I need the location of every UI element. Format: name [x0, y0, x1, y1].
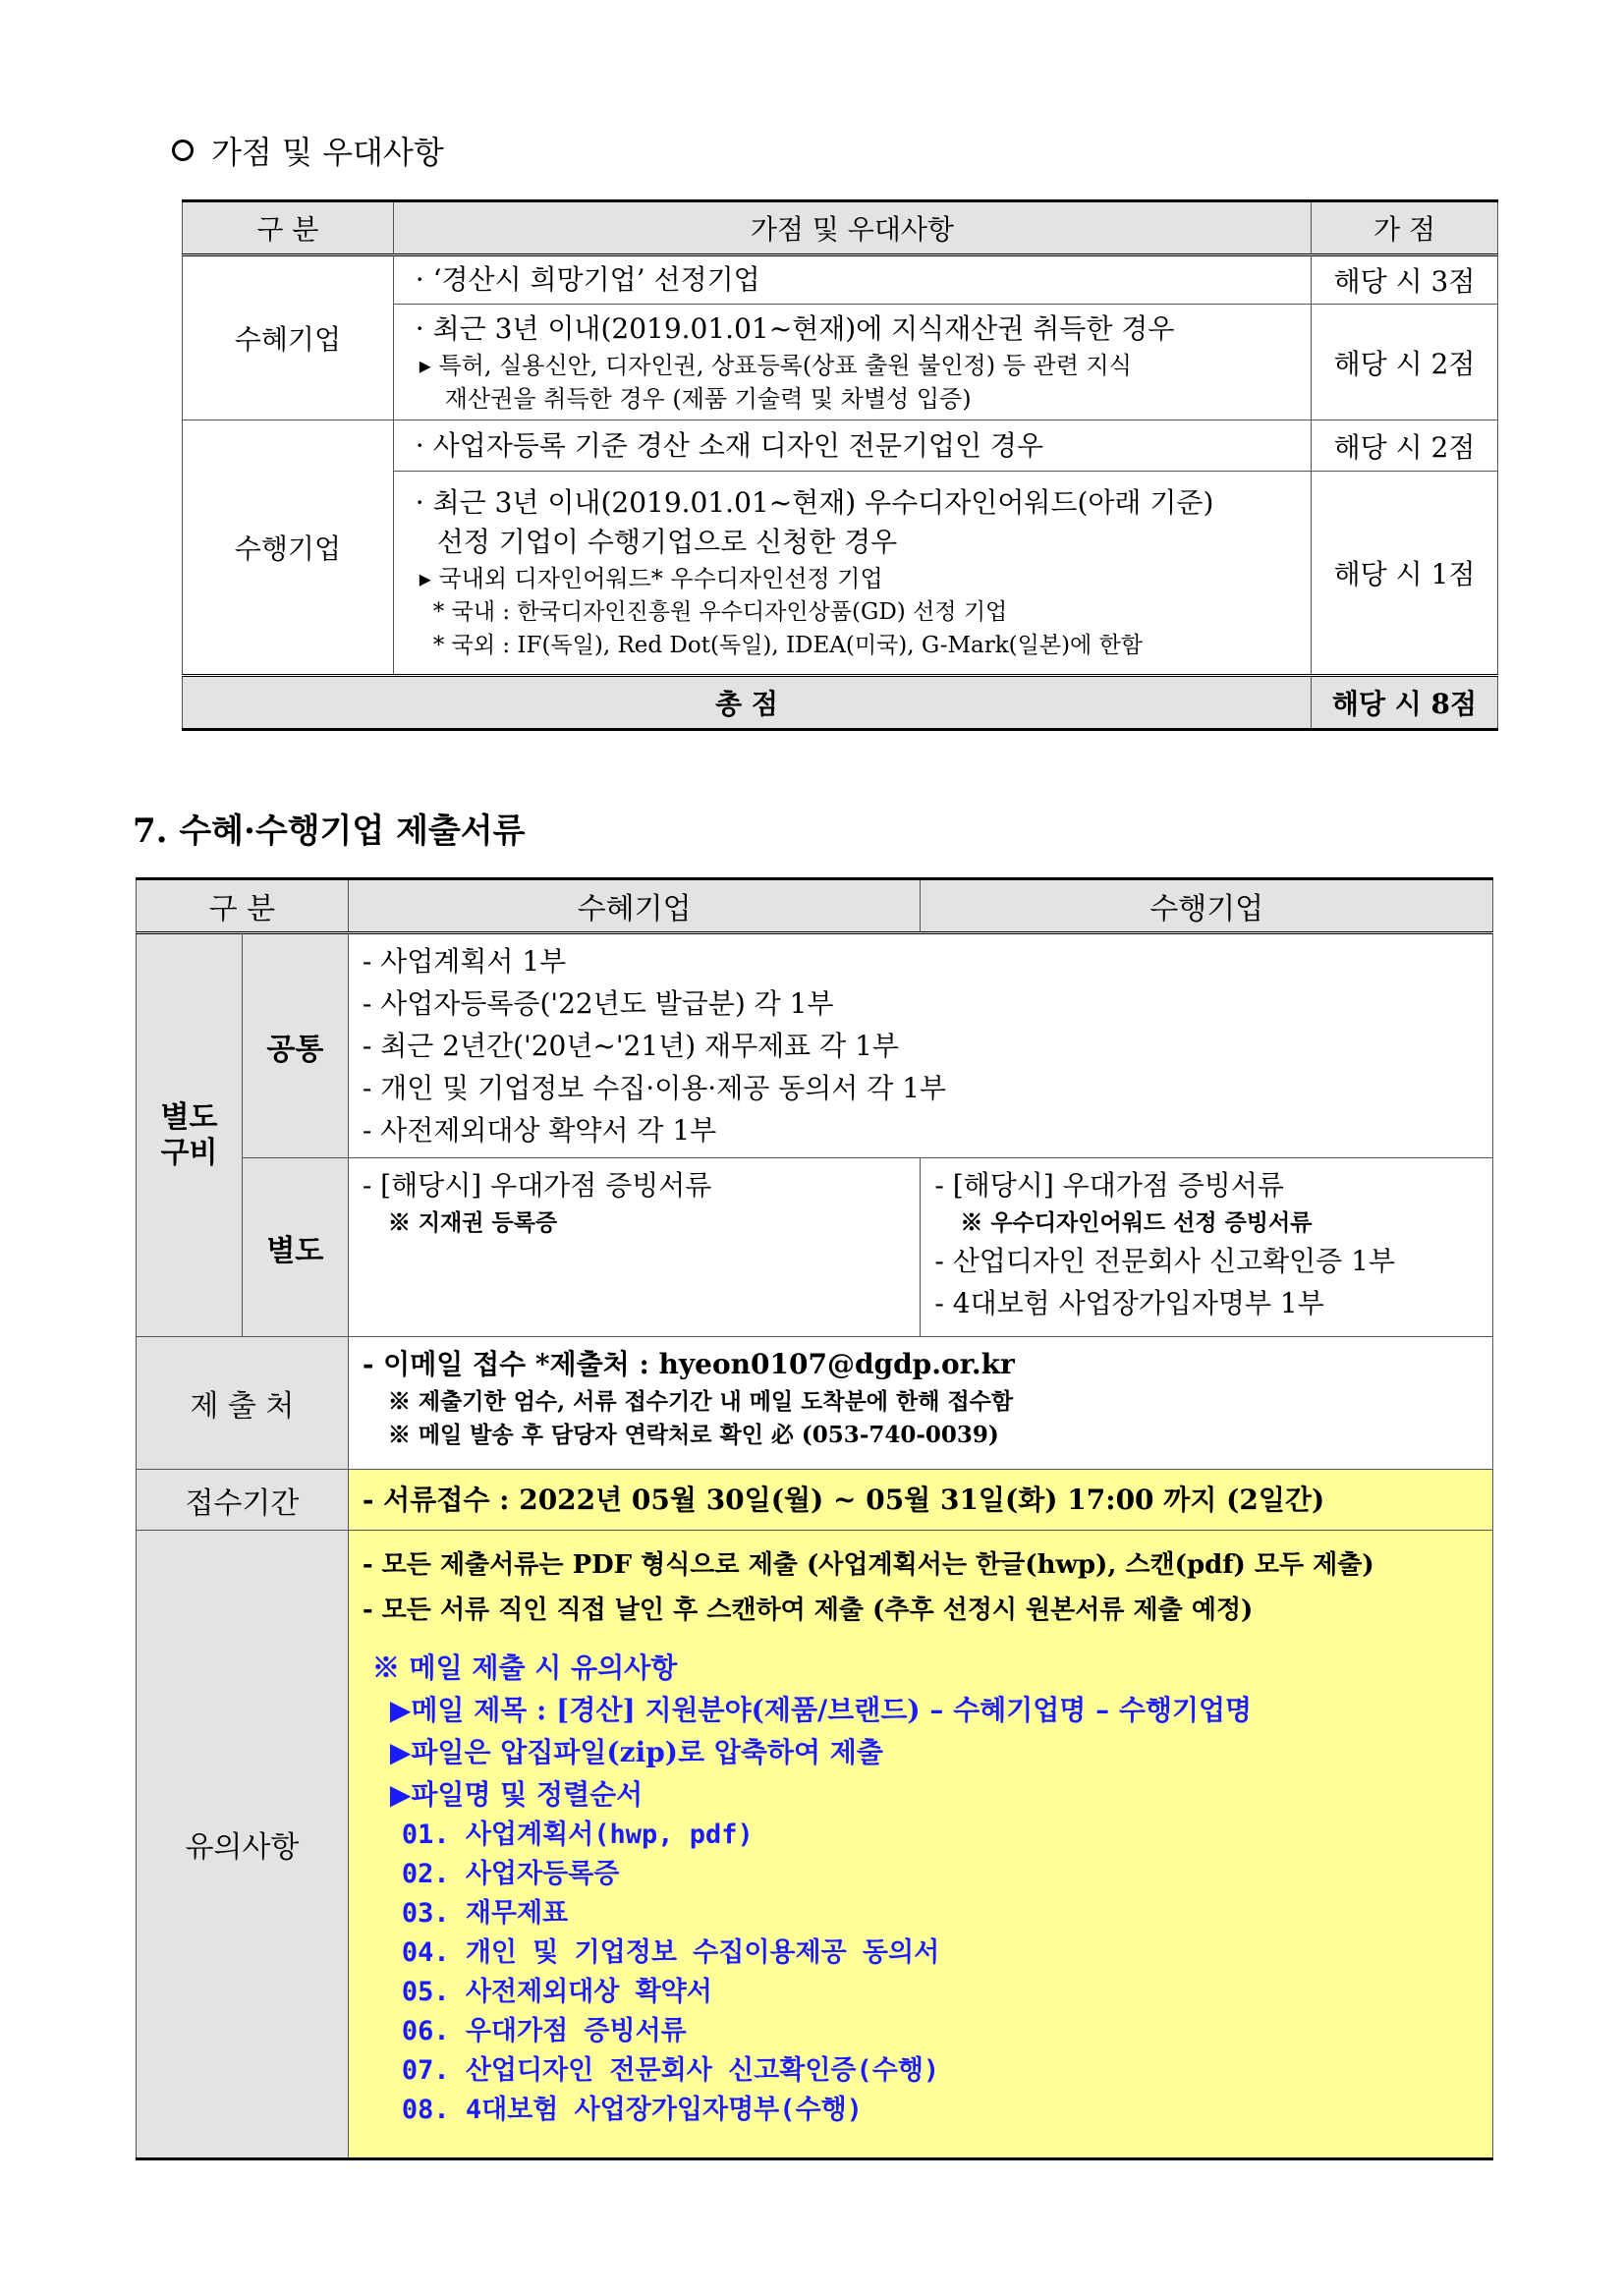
submit-line: - 이메일 접수 *제출처 : hyeon0107@dgdp.or.kr — [362, 1348, 1015, 1380]
mail-notice-item: ▶메일 제목 : [경산] 지원분야(제품/브랜드) – 수혜기업명 – 수행기업명 — [389, 1694, 1253, 1726]
bonus-points: 해당 시 3점 — [1312, 255, 1498, 305]
header-performer: 수행기업 — [921, 879, 1493, 933]
bonus-desc-sub: 재산권을 취득한 경우 (제품 기술력 및 차별성 입증) — [444, 384, 972, 413]
bonus-desc-sub: ▸ 국내외 디자인어워드* 우수디자인선정 기업 — [419, 565, 883, 592]
bonus-desc-note: * 국외 : IF(독일), Red Dot(독일), IDEA(미국), G-Mark(일본)에 한함 — [432, 633, 1144, 658]
file-order-item: 04. 개인 및 기업정보 수집이용제공 동의서 — [401, 1937, 940, 1968]
list-item: - 사업계획서 1부 — [362, 945, 567, 978]
table-row — [183, 420, 1498, 472]
bonus-desc: · ‘경산시 희망기업’ 선정기업 — [393, 255, 1311, 305]
table-row — [137, 1337, 1493, 1470]
bonus-desc-sub: ▸ 특허, 실용신안, 디자인권, 상표등록(상표 출원 불인정) 등 관련 지식 — [419, 351, 1132, 379]
file-order-item: 02. 사업자등록증 — [401, 1859, 620, 1889]
total-points: 해당 시 8점 — [1312, 676, 1498, 730]
common-items — [348, 933, 1492, 1158]
bonus-desc — [393, 472, 1311, 676]
bonus-points: 해당 시 2점 — [1312, 305, 1498, 420]
list-note: ※ 우수디자인어워드 선정 증빙서류 — [960, 1209, 1313, 1236]
performer-category: 수행기업 — [183, 420, 394, 676]
bonus-points: 해당 시 2점 — [1312, 420, 1498, 472]
documents-table — [136, 877, 1493, 2160]
table-row — [183, 255, 1498, 305]
mail-notice-heading: ※ 메일 제출 시 유의사항 — [371, 1652, 678, 1684]
bonus-desc-main: 선정 기업이 수행기업으로 신청한 경우 — [436, 526, 898, 558]
table-row — [137, 1470, 1493, 1531]
table-row — [137, 933, 1493, 1158]
period-text: - 서류접수 : 2022년 05월 30일(월) ~ 05월 31일(화) 17:00 까지 (2일간) — [348, 1470, 1492, 1531]
list-item: - 사업자등록증('22년도 발급분) 각 1부 — [362, 987, 834, 1020]
list-item: - 사전제외대상 확약서 각 1부 — [362, 1114, 717, 1147]
bonus-desc-note: * 국내 : 한국디자인진흥원 우수디자인상품(GD) 선정 기업 — [432, 599, 1008, 625]
bonus-table — [182, 199, 1498, 731]
bonus-desc-main: · 최근 3년 이내(2019.01.01~현재) 우수디자인어워드(아래 기준) — [415, 486, 1214, 519]
notes-body — [348, 1531, 1492, 2159]
notes-line: - 모든 서류 직인 직접 날인 후 스캔하여 제출 (추후 선정시 원본서류 제출 예정) — [362, 1596, 1254, 1625]
common-label: 공통 — [242, 933, 348, 1158]
documents-table-header — [137, 879, 1493, 933]
period-label: 접수기간 — [137, 1470, 349, 1531]
header-bonus: 가점 및 우대사항 — [393, 201, 1311, 255]
submit-note: ※ 제출기한 엄수, 서류 접수기간 내 메일 도착분에 한해 접수함 — [387, 1388, 1014, 1415]
list-item: - [해당시] 우대가점 증빙서류 — [934, 1169, 1284, 1202]
table-row — [137, 1531, 1493, 2159]
file-order-item: 06. 우대가점 증빙서류 — [401, 2016, 687, 2046]
bonus-desc: · 사업자등록 기준 경산 소재 디자인 전문기업인 경우 — [393, 420, 1311, 472]
list-item: - 4대보험 사업장가입자명부 1부 — [934, 1287, 1324, 1319]
list-item: - 개인 및 기업정보 수집·이용·제공 동의서 각 1부 — [362, 1072, 947, 1104]
beneficiary-category: 수혜기업 — [183, 255, 394, 420]
file-order-item: 08. 4대보험 사업장가입자명부(수행) — [401, 2095, 863, 2125]
file-order-item: 01. 사업계획서(hwp, pdf) — [401, 1820, 754, 1850]
table-row — [137, 1158, 1493, 1337]
header-beneficiary: 수혜기업 — [348, 879, 921, 933]
list-item: - [해당시] 우대가점 증빙서류 — [362, 1169, 712, 1202]
header-points: 가 점 — [1312, 201, 1498, 255]
separate-beneficiary — [348, 1158, 921, 1337]
bonus-desc — [393, 305, 1311, 420]
bonus-table-header — [183, 201, 1498, 255]
bonus-points: 해당 시 1점 — [1312, 472, 1498, 676]
separate-performer — [921, 1158, 1493, 1337]
circle-bullet-icon — [172, 140, 194, 161]
submit-body — [348, 1337, 1492, 1470]
section7-title: 7. 수혜·수행기업 제출서류 — [133, 812, 526, 851]
file-order-item: 05. 사전제외대상 확약서 — [401, 1977, 712, 2007]
group-label: 별도 구비 — [137, 933, 243, 1337]
submit-note: ※ 메일 발송 후 담당자 연락처로 확인 必 (053-740-0039) — [387, 1422, 999, 1448]
notes-label: 유의사항 — [137, 1531, 349, 2159]
separate-label: 별도 — [242, 1158, 348, 1337]
mail-notice-item: ▶파일명 및 정렬순서 — [389, 1778, 644, 1811]
notes-line: - 모든 제출서류는 PDF 형식으로 제출 (사업계획서는 한글(hwp), 스캔(pdf) 모두 제출) — [362, 1550, 1374, 1580]
list-item: - 최근 2년간('20년~'21년) 재무제표 각 1부 — [362, 1030, 899, 1062]
file-order-item: 03. 재무제표 — [401, 1898, 569, 1929]
mail-notice-item: ▶파일은 압집파일(zip)로 압축하여 제출 — [389, 1736, 883, 1768]
bonus-desc-main: · 최근 3년 이내(2019.01.01~현재)에 지식재산권 취득한 경우 — [415, 311, 1175, 345]
list-item: - 산업디자인 전문회사 신고확인증 1부 — [934, 1245, 1395, 1277]
header-category: 구 분 — [183, 201, 394, 255]
list-note: ※ 지재권 등록증 — [387, 1209, 558, 1236]
total-row — [183, 676, 1498, 730]
header-category: 구 분 — [137, 879, 349, 933]
submit-label: 제 출 처 — [137, 1337, 349, 1470]
file-order-item: 07. 산업디자인 전문회사 신고확인증(수행) — [401, 2055, 940, 2086]
bonus-section-heading — [172, 128, 444, 173]
bonus-section-title: 가점 및 우대사항 — [211, 134, 444, 171]
total-label: 총 점 — [183, 676, 1312, 730]
